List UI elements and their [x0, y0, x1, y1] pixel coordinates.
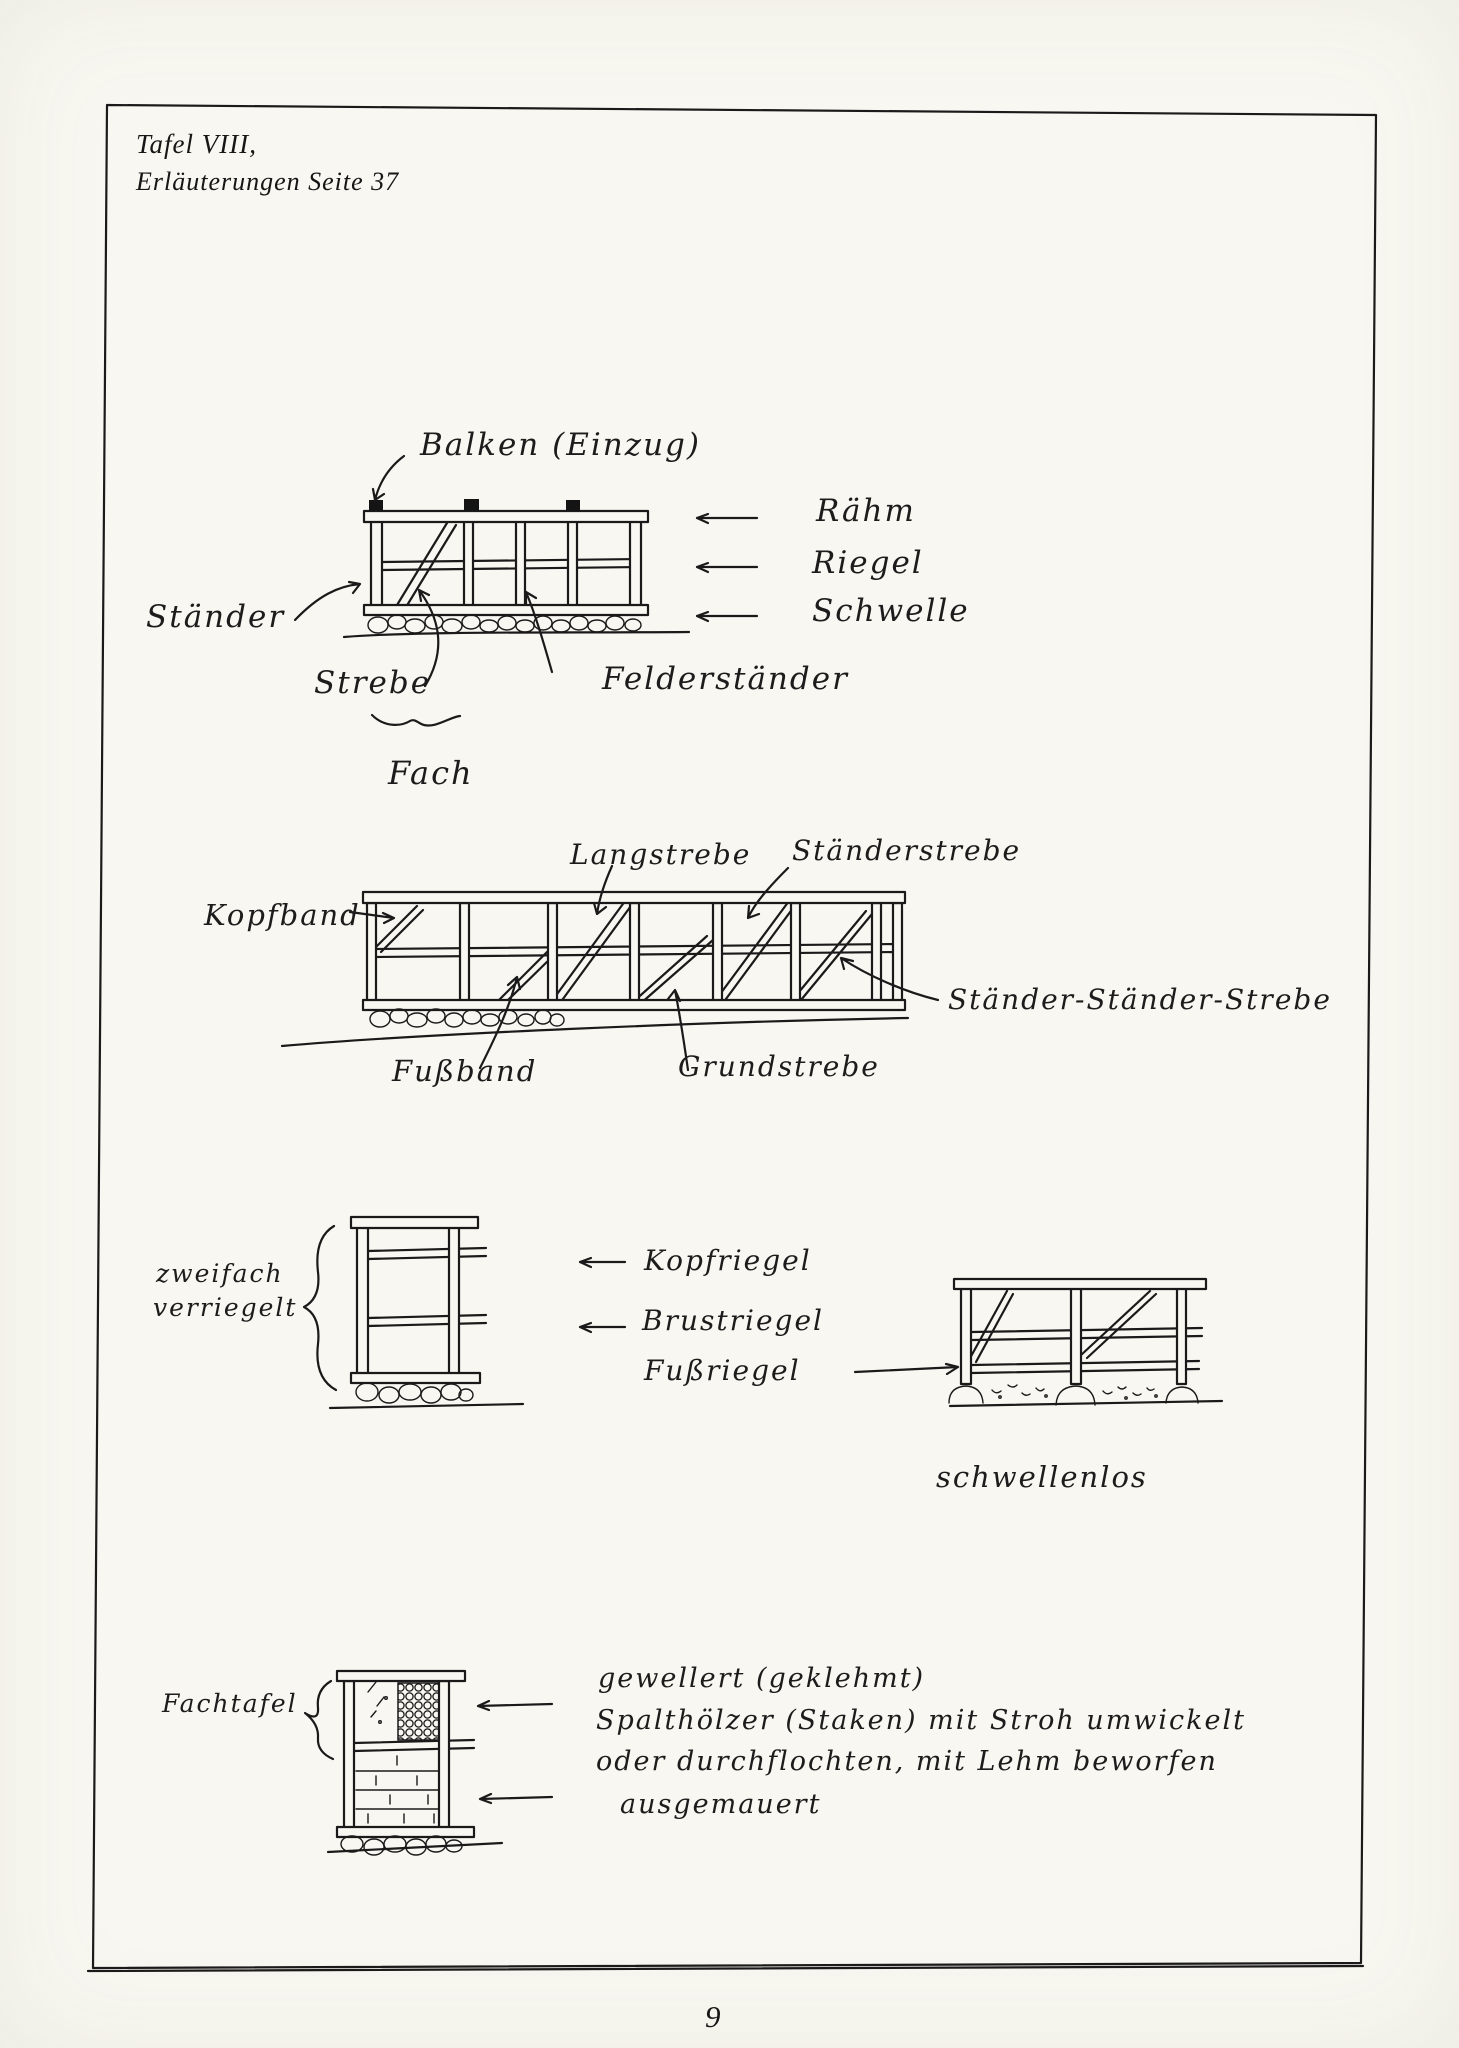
diagram3b-brace-mid	[1080, 1291, 1156, 1358]
label-brustriegel: Brustriegel	[642, 1304, 824, 1337]
label-grundstrebe: Grundstrebe	[678, 1050, 880, 1083]
arrow-brick-infill	[480, 1794, 552, 1803]
plate-subtitle: Erläuterungen Seite 37	[136, 167, 400, 196]
diagram3b-ground-line	[950, 1401, 1222, 1406]
plate-title: Tafel VIII,	[136, 129, 257, 159]
diagram4-sill	[337, 1827, 474, 1837]
arrow-brustriegel	[580, 1323, 625, 1332]
diagram4-brickwork	[356, 1756, 439, 1823]
diagram3a-ground-line	[330, 1404, 523, 1408]
arrow-staender	[295, 582, 360, 620]
fachtafel-brace	[305, 1681, 333, 1759]
diagram4-ground-line	[328, 1843, 502, 1852]
label-fach: Fach	[388, 754, 474, 792]
label-felderstaender: Felderständer	[602, 661, 849, 697]
diagram2-top-plate	[363, 892, 905, 903]
arrow-riegel	[697, 563, 757, 572]
diagram3a-foundation-stones	[356, 1383, 473, 1403]
diagram1-foundation-stones	[368, 615, 641, 633]
diagram2-ground-line	[282, 1018, 908, 1046]
arrow-schwelle	[697, 612, 757, 621]
label-fussband: Fußband	[392, 1054, 538, 1088]
diagram2-braced-frame	[282, 866, 938, 1070]
diagram3a-top-plate	[351, 1217, 478, 1228]
label-fachtafel: Fachtafel	[162, 1689, 298, 1718]
diagram2-foundation-stones	[370, 1009, 564, 1027]
diagram3-zweifach-verriegelt-frame	[304, 1217, 958, 1408]
diagram3b-brace-left	[969, 1291, 1013, 1362]
arrow-staender-staender-strebe	[841, 958, 938, 1000]
label-staender-staender-strebe: Ständer-Ständer-Strebe	[948, 983, 1332, 1016]
diagram2-staender-staender-strebe	[794, 911, 872, 1000]
diagram2-fussband	[499, 951, 554, 1002]
label-balken: Balken (Einzug)	[420, 427, 701, 463]
caption-spalthoelzer: Spalthölzer (Staken) mit Stroh umwickelt	[596, 1705, 1246, 1736]
fach-underbrace	[372, 715, 460, 726]
caption-gewellert: gewellert (geklehmt)	[598, 1663, 926, 1694]
arrow-fussriegel	[855, 1364, 958, 1374]
caption-ausgemauert: ausgemauert	[620, 1789, 822, 1820]
diagram1-balken-end	[464, 499, 479, 511]
label-staender: Ständer	[146, 599, 286, 635]
label-fussriegel: Fußriegel	[644, 1354, 801, 1387]
caption-durchflochten: oder durchflochten, mit Lehm beworfen	[596, 1746, 1218, 1777]
label-kopfriegel: Kopfriegel	[644, 1244, 812, 1277]
diagram4-wattle-texture	[398, 1683, 439, 1740]
diagram1-schwelle-sill	[364, 605, 648, 615]
diagram1-balken-end	[369, 500, 383, 511]
arrow-balken	[373, 456, 404, 500]
page-number: 9	[705, 1999, 722, 2034]
diagram4-top-plate	[337, 1671, 465, 1681]
diagram1-raehm-plate	[364, 511, 648, 522]
arrow-wattle-infill	[478, 1701, 552, 1710]
label-riegel: Riegel	[812, 545, 924, 581]
diagram2-sill	[363, 1000, 905, 1010]
diagram3b-top-plate	[954, 1279, 1206, 1289]
label-raehm: Rähm	[816, 493, 916, 529]
label-kopfband: Kopfband	[204, 898, 361, 932]
diagram1-balken-end	[566, 500, 580, 511]
diagram1-ground-line	[344, 632, 689, 637]
label-zweifach: zweifach	[156, 1259, 284, 1288]
label-staenderstrebe: Ständerstrebe	[792, 834, 1022, 867]
diagram3a-sill	[351, 1373, 480, 1383]
label-verriegelt: verriegelt	[153, 1293, 298, 1322]
arrow-raehm	[697, 514, 757, 523]
label-langstrebe: Langstrebe	[570, 838, 752, 871]
diagram3-schwellenlos-frame	[949, 1279, 1222, 1406]
arrow-kopfriegel	[580, 1258, 625, 1267]
label-strebe: Strebe	[314, 665, 432, 701]
zweifach-brace	[304, 1226, 336, 1390]
diagram4-fachtafel-panel	[305, 1671, 552, 1855]
label-schwellenlos: schwellenlos	[936, 1460, 1148, 1494]
diagram2-langstrebe	[552, 897, 636, 1003]
label-schwelle: Schwelle	[812, 593, 970, 629]
arrow-langstrebe	[594, 866, 612, 914]
diagram2-kopfband	[374, 906, 423, 952]
diagram4-plaster-hatching	[368, 1682, 387, 1723]
